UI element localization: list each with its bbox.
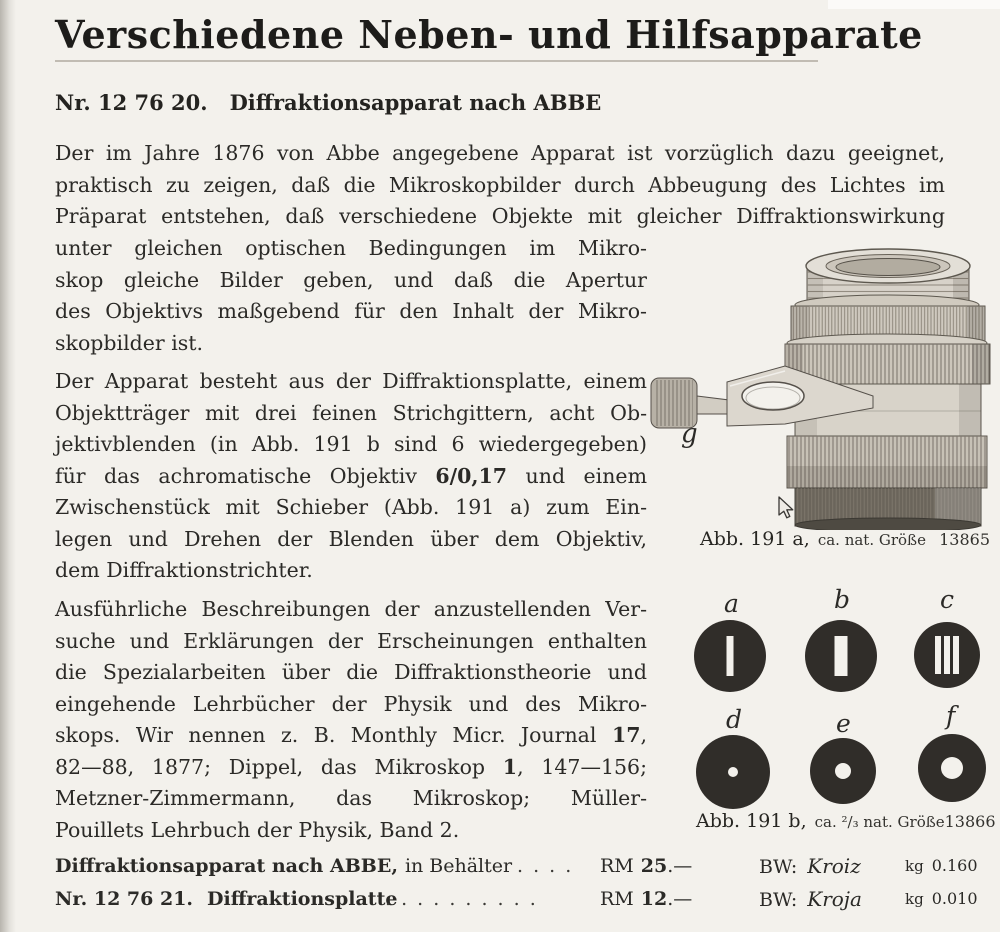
diaphragm-disk-e: [810, 738, 876, 804]
figure-b-caption-main: Abb. 191 b,: [696, 810, 807, 832]
text-line: suche und Erklärungen der Erscheinungen enthalten: [55, 628, 647, 653]
text-line: praktisch zu zeigen, daß die Mikroskopbilder durch Abbeugung des Lichtes im: [55, 172, 945, 197]
item-name-bold: Diffraktionsapparat nach ABBE,: [55, 855, 398, 877]
text-line: legen und Drehen der Blenden über dem Objektiv,: [55, 526, 647, 551]
price-value: [600, 851, 692, 881]
order-code-value: Kroiz: [807, 854, 861, 878]
text-segment: skops. Wir nennen z. B. Monthly Micr. Journal: [55, 723, 612, 747]
order-code-label: BW:: [759, 889, 798, 911]
text-line: eingehende Lehrbücher der Physik und des Mikro-: [55, 691, 647, 716]
price-value: [600, 884, 692, 914]
weight: [905, 884, 978, 914]
diaphragm-disk-d: [696, 735, 770, 809]
currency-label: RM: [600, 888, 634, 910]
weight-value: 0.010: [931, 889, 978, 908]
figure-b-image-number: 13866: [944, 812, 996, 831]
article-name: Diffraktionsapparat nach ABBE: [229, 90, 602, 115]
text-segment: , 147—156;: [517, 754, 647, 779]
text-segment: und einem: [507, 463, 648, 488]
figure-a-caption: [640, 528, 990, 550]
bold-volume-number: 17: [611, 723, 641, 747]
figure-a-image-number: 13865: [939, 530, 990, 549]
text-line: Zwischenstück mit Schieber (Abb. 191 a) zum Ein-: [55, 495, 647, 519]
price-amount: 25: [640, 855, 668, 877]
paragraph-2: [55, 366, 647, 587]
text-segment: für das achromatische Objektiv: [55, 463, 436, 488]
diaphragm-label-a: a: [724, 589, 739, 618]
item-name: [55, 884, 397, 914]
text-line: Objektträger mit drei feinen Strichgittern, acht Ob-: [55, 400, 647, 425]
article-number: Nr. 12 76 20.: [55, 90, 208, 115]
item-number-bold: Nr. 12 76 21.: [55, 888, 194, 910]
order-code: [759, 884, 862, 915]
currency-label: RM: [600, 855, 634, 877]
price-row-1: [55, 851, 978, 881]
diaphragms-image: [658, 586, 998, 812]
text-line: des Objektivs maßgebend für den Inhalt der Mikro-: [55, 299, 647, 323]
article-heading: [55, 90, 601, 115]
item-name: [55, 851, 512, 881]
figure-b-caption-detail: ca. ²/₃ nat. Größe: [814, 813, 945, 831]
text-line: skopbilder ist.: [55, 330, 204, 355]
text-line: Der Apparat besteht aus der Diffraktionsplatte, einem: [55, 369, 647, 393]
slider-knob-label: g: [681, 419, 698, 449]
diaphragm-label-b: b: [834, 586, 851, 614]
order-code: [759, 851, 861, 882]
bold-objective-spec: 6/0,17: [435, 463, 508, 488]
objective-top-opening: [806, 249, 970, 283]
item-name-bold: Diffraktionsplatte: [207, 888, 398, 910]
price-decimals: .—: [667, 855, 693, 877]
price-decimals: .—: [667, 888, 693, 910]
figure-a-caption-detail: ca. nat. Größe: [817, 531, 926, 549]
page-title: Verschiedene Neben- und Hilfsapparate: [55, 12, 923, 57]
bold-volume-number: 1: [502, 754, 518, 779]
order-code-label: BW:: [759, 856, 798, 878]
dot-leader: . . . .: [517, 855, 574, 877]
diaphragm-label-d: d: [726, 705, 743, 734]
text-line: Ausführliche Beschreibungen der anzustellenden Ver-: [55, 597, 647, 621]
title-underline: [55, 60, 818, 62]
weight-unit: kg: [905, 890, 924, 908]
text-line: dem Diffraktionstrichter.: [55, 558, 313, 582]
dot-leader: . . . . . . . . . .: [385, 888, 538, 910]
scan-edge-shadow: [0, 0, 16, 932]
text-line: Der im Jahre 1876 von Abbe angegebene Apparat ist vorzüglich dazu geeignet,: [55, 141, 945, 165]
price-row-2: [55, 884, 978, 914]
paragraph-3: [55, 594, 647, 846]
diaphragm-label-c: c: [940, 586, 955, 614]
mouse-cursor-icon: [776, 496, 798, 520]
weight-unit: kg: [905, 857, 924, 875]
knurled-band-wide: [787, 436, 987, 488]
price-amount: 12: [640, 888, 668, 910]
diaphragm-disk-b: [805, 620, 877, 692]
text-line: [55, 461, 647, 493]
diaphragm-disk-f: [918, 734, 986, 802]
diaphragm-label-e: e: [836, 709, 851, 738]
text-line: skop gleiche Bilder geben, und daß die Apertur: [55, 267, 647, 292]
objective-engraving-image: [635, 230, 995, 530]
text-line: Präparat entstehen, daß verschiedene Objekte mit gleicher Diffraktionswirkung: [55, 204, 945, 228]
text-segment: ,: [640, 723, 647, 747]
item-name-regular: in Behälter: [404, 855, 513, 877]
barrel-base: [795, 488, 981, 530]
figure-b-caption: [656, 810, 996, 832]
text-line: [55, 720, 647, 752]
scan-corner-highlight: [828, 0, 1000, 9]
paragraph-1-full: [55, 138, 945, 233]
weight: [905, 851, 978, 881]
figure-a-caption-main: Abb. 191 a,: [700, 528, 810, 550]
order-code-value: Kroja: [807, 887, 862, 911]
diaphragm-disk-c: [914, 622, 980, 688]
paragraph-1-narrow: [55, 233, 647, 359]
text-line: unter gleichen optischen Bedingungen im Mikro-: [55, 236, 647, 260]
diaphragm-label-f: f: [946, 701, 956, 730]
text-line: Pouillets Lehrbuch der Physik, Band 2.: [55, 817, 460, 842]
text-line: jektivblenden (in Abb. 191 b sind 6 wiedergegeben): [55, 432, 647, 456]
text-line: [55, 752, 647, 784]
diaphragm-disk-a: [694, 620, 766, 692]
text-segment: 82—88, 1877; Dippel, das Mikroskop: [55, 754, 503, 779]
weight-value: 0.160: [931, 856, 978, 875]
text-line: Metzner-Zimmermann, das Mikroskop; Müller-: [55, 786, 647, 810]
text-line: die Spezialarbeiten über die Diffraktionstheorie und: [55, 660, 647, 684]
